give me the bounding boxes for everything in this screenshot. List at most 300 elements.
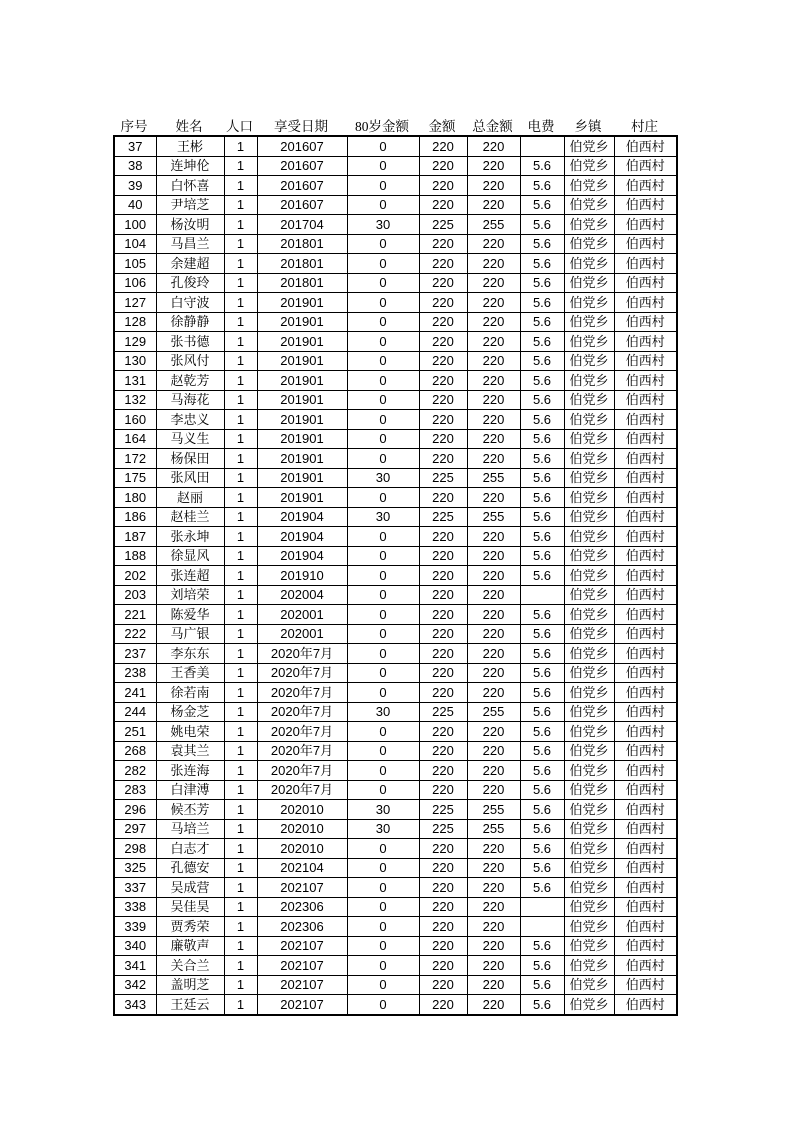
table-cell: 220 (467, 663, 520, 683)
table-cell: 1 (224, 273, 257, 293)
table-cell: 5.6 (520, 761, 564, 781)
table-cell: 202001 (257, 624, 347, 644)
table-cell: 220 (467, 488, 520, 508)
table-row (114, 527, 677, 547)
table-cell: 王香美 (156, 663, 224, 683)
table-cell: 5.6 (520, 429, 564, 449)
table-row (114, 897, 677, 917)
table-cell: 尹培芝 (156, 195, 224, 215)
table-cell: 伯党乡 (564, 234, 614, 254)
table-cell: 孔俊玲 (156, 273, 224, 293)
table-cell: 刘培荣 (156, 585, 224, 605)
table-cell: 0 (347, 644, 419, 664)
table-cell: 吴成营 (156, 878, 224, 898)
table-cell: 1 (224, 293, 257, 313)
table-cell: 0 (347, 605, 419, 625)
table-cell: 220 (419, 566, 467, 586)
column-header: 80岁金额 (355, 118, 409, 134)
table-cell: 伯西村 (614, 566, 677, 586)
table-cell: 225 (419, 819, 467, 839)
table-cell: 5.6 (520, 195, 564, 215)
table-cell: 220 (467, 332, 520, 352)
table-cell: 1 (224, 839, 257, 859)
table-cell: 伯党乡 (564, 878, 614, 898)
table-cell: 伯党乡 (564, 390, 614, 410)
table-cell: 221 (114, 605, 156, 625)
table-cell: 0 (347, 995, 419, 1015)
table-cell: 220 (419, 136, 467, 156)
table-cell: 220 (467, 975, 520, 995)
table-cell: 5.6 (520, 995, 564, 1015)
table-cell: 伯党乡 (564, 897, 614, 917)
table-cell: 325 (114, 858, 156, 878)
table-row (114, 605, 677, 625)
column-header: 金额 (428, 118, 456, 134)
table-cell: 伯西村 (614, 800, 677, 820)
table-cell: 201901 (257, 488, 347, 508)
table-cell: 伯党乡 (564, 136, 614, 156)
table-cell: 2020年7月 (257, 683, 347, 703)
table-cell: 0 (347, 585, 419, 605)
table-cell: 2020年7月 (257, 761, 347, 781)
table-cell: 伯西村 (614, 195, 677, 215)
table-cell: 201607 (257, 136, 347, 156)
table-cell: 伯党乡 (564, 722, 614, 742)
table-cell: 220 (467, 741, 520, 761)
table-cell: 201607 (257, 176, 347, 196)
table-cell: 30 (347, 468, 419, 488)
table-cell: 30 (347, 819, 419, 839)
table-cell: 201910 (257, 566, 347, 586)
table-cell: 241 (114, 683, 156, 703)
table-cell: 伯西村 (614, 702, 677, 722)
table-cell: 220 (419, 429, 467, 449)
table-cell: 220 (467, 390, 520, 410)
table-cell: 伯党乡 (564, 468, 614, 488)
table-cell: 220 (419, 897, 467, 917)
table-cell: 5.6 (520, 390, 564, 410)
table-cell: 1 (224, 234, 257, 254)
table-cell: 5.6 (520, 819, 564, 839)
table-cell: 伯西村 (614, 683, 677, 703)
table-cell: 202010 (257, 800, 347, 820)
table-cell: 220 (419, 956, 467, 976)
table-cell: 1 (224, 488, 257, 508)
table-row (114, 390, 677, 410)
table-cell: 282 (114, 761, 156, 781)
table-cell: 1 (224, 858, 257, 878)
table-cell: 马昌兰 (156, 234, 224, 254)
table-cell: 0 (347, 741, 419, 761)
table-cell: 伯西村 (614, 254, 677, 274)
table-cell: 201801 (257, 254, 347, 274)
table-cell: 伯党乡 (564, 702, 614, 722)
subsidy-table-sheet (113, 114, 676, 1016)
table-cell: 0 (347, 234, 419, 254)
table-row (114, 741, 677, 761)
table-cell: 伯西村 (614, 176, 677, 196)
table-cell: 37 (114, 136, 156, 156)
table-body (114, 136, 677, 1015)
table-cell: 5.6 (520, 663, 564, 683)
table-cell: 1 (224, 936, 257, 956)
table-cell: 202107 (257, 975, 347, 995)
table-cell: 339 (114, 917, 156, 937)
table-cell: 220 (419, 332, 467, 352)
table-cell: 伯党乡 (564, 273, 614, 293)
table-cell: 伯党乡 (564, 332, 614, 352)
table-cell: 伯西村 (614, 956, 677, 976)
table-cell: 39 (114, 176, 156, 196)
table-cell: 202107 (257, 956, 347, 976)
table-row (114, 683, 677, 703)
table-cell: 128 (114, 312, 156, 332)
table-cell: 251 (114, 722, 156, 742)
table-cell: 0 (347, 566, 419, 586)
table-cell: 廉敬声 (156, 936, 224, 956)
table-row (114, 975, 677, 995)
table-cell: 伯党乡 (564, 215, 614, 235)
table-row (114, 468, 677, 488)
table-row (114, 176, 677, 196)
table-cell: 220 (419, 312, 467, 332)
table-row (114, 234, 677, 254)
table-cell: 0 (347, 527, 419, 547)
table-cell: 5.6 (520, 488, 564, 508)
table-cell: 伯党乡 (564, 527, 614, 547)
table-row (114, 273, 677, 293)
table-cell: 伯西村 (614, 468, 677, 488)
table-cell: 伯西村 (614, 332, 677, 352)
table-cell: 1 (224, 136, 257, 156)
table-cell: 伯西村 (614, 156, 677, 176)
table-cell: 1 (224, 663, 257, 683)
table-cell: 伯西村 (614, 234, 677, 254)
table-cell: 220 (419, 254, 467, 274)
table-row (114, 878, 677, 898)
table-cell: 伯西村 (614, 546, 677, 566)
table-cell: 220 (419, 995, 467, 1015)
table-cell: 伯党乡 (564, 429, 614, 449)
table-row (114, 546, 677, 566)
table-row (114, 449, 677, 469)
table-cell: 220 (419, 936, 467, 956)
table-cell: 0 (347, 839, 419, 859)
table-cell: 5.6 (520, 644, 564, 664)
table-cell: 220 (419, 663, 467, 683)
table-cell: 5.6 (520, 312, 564, 332)
table-cell: 5.6 (520, 741, 564, 761)
table-cell: 张永坤 (156, 527, 224, 547)
table-cell: 343 (114, 995, 156, 1015)
table-row (114, 936, 677, 956)
table-cell: 伯西村 (614, 878, 677, 898)
column-header: 享受日期 (274, 118, 328, 134)
table-cell: 2020年7月 (257, 741, 347, 761)
table-cell: 0 (347, 273, 419, 293)
table-cell: 220 (467, 371, 520, 391)
table-cell: 伯西村 (614, 897, 677, 917)
table-cell: 1 (224, 215, 257, 235)
table-cell: 0 (347, 878, 419, 898)
column-header: 人口 (226, 118, 253, 134)
table-cell: 255 (467, 819, 520, 839)
table-cell: 1 (224, 975, 257, 995)
table-cell: 202107 (257, 936, 347, 956)
table-cell: 220 (467, 410, 520, 430)
table-cell: 1 (224, 683, 257, 703)
table-cell: 1 (224, 566, 257, 586)
table-row (114, 195, 677, 215)
table-cell: 255 (467, 507, 520, 527)
table-cell: 201901 (257, 312, 347, 332)
table-cell: 220 (467, 351, 520, 371)
table-cell: 238 (114, 663, 156, 683)
column-header: 电费 (527, 118, 555, 134)
table-cell: 伯党乡 (564, 156, 614, 176)
table-row (114, 293, 677, 313)
table-cell: 100 (114, 215, 156, 235)
table-cell: 1 (224, 527, 257, 547)
table-cell: 225 (419, 215, 467, 235)
table-cell: 220 (467, 878, 520, 898)
table-cell: 伯党乡 (564, 410, 614, 430)
table-cell: 马义生 (156, 429, 224, 449)
table-cell: 5.6 (520, 371, 564, 391)
table-cell: 186 (114, 507, 156, 527)
table-cell: 伯西村 (614, 371, 677, 391)
table-cell: 175 (114, 468, 156, 488)
table-cell: 337 (114, 878, 156, 898)
table-cell: 伯党乡 (564, 605, 614, 625)
table-cell: 220 (419, 410, 467, 430)
table-cell: 5.6 (520, 722, 564, 742)
table-row (114, 566, 677, 586)
table-cell: 伯党乡 (564, 956, 614, 976)
table-cell: 220 (467, 683, 520, 703)
table-cell: 30 (347, 702, 419, 722)
table-cell: 杨保田 (156, 449, 224, 469)
table-cell: 201904 (257, 527, 347, 547)
table-cell: 赵桂兰 (156, 507, 224, 527)
table-cell: 5.6 (520, 936, 564, 956)
table-cell: 220 (419, 371, 467, 391)
table-cell: 5.6 (520, 234, 564, 254)
table-cell: 伯党乡 (564, 488, 614, 508)
table-cell: 40 (114, 195, 156, 215)
table-cell: 伯西村 (614, 429, 677, 449)
table-cell: 伯党乡 (564, 507, 614, 527)
table-cell: 盖明芝 (156, 975, 224, 995)
table-cell: 220 (419, 449, 467, 469)
table-cell: 1 (224, 780, 257, 800)
table-cell: 5.6 (520, 780, 564, 800)
table-cell: 0 (347, 936, 419, 956)
table-cell: 伯西村 (614, 390, 677, 410)
table-cell: 1 (224, 254, 257, 274)
table-cell: 孔德安 (156, 858, 224, 878)
table-cell: 225 (419, 800, 467, 820)
table-cell: 220 (467, 858, 520, 878)
table-cell: 237 (114, 644, 156, 664)
table-cell: 220 (467, 156, 520, 176)
table-row (114, 644, 677, 664)
table-cell: 220 (419, 488, 467, 508)
table-cell: 220 (419, 917, 467, 937)
table-cell: 0 (347, 332, 419, 352)
table-cell: 5.6 (520, 858, 564, 878)
table-cell: 马海花 (156, 390, 224, 410)
table-cell: 220 (419, 644, 467, 664)
table-cell: 201904 (257, 546, 347, 566)
table-cell: 225 (419, 507, 467, 527)
table-cell: 张风付 (156, 351, 224, 371)
table-cell: 1 (224, 644, 257, 664)
table-cell: 伯党乡 (564, 312, 614, 332)
column-header: 序号 (120, 118, 148, 134)
table-row (114, 624, 677, 644)
table-cell: 白守波 (156, 293, 224, 313)
table-cell: 201801 (257, 234, 347, 254)
table-cell: 伯党乡 (564, 858, 614, 878)
table-cell: 201901 (257, 371, 347, 391)
table-cell: 38 (114, 156, 156, 176)
table-cell: 5.6 (520, 605, 564, 625)
table-cell: 5.6 (520, 566, 564, 586)
table-cell: 5.6 (520, 468, 564, 488)
table-cell: 201901 (257, 410, 347, 430)
table-cell: 王彬 (156, 136, 224, 156)
table-cell: 伯党乡 (564, 839, 614, 859)
table-cell: 172 (114, 449, 156, 469)
table-cell: 伯党乡 (564, 371, 614, 391)
table-cell: 220 (419, 527, 467, 547)
table-cell: 王廷云 (156, 995, 224, 1015)
table-cell: 342 (114, 975, 156, 995)
table-cell: 张书德 (156, 332, 224, 352)
table-cell: 伯党乡 (564, 975, 614, 995)
table-cell: 伯西村 (614, 527, 677, 547)
table-cell: 220 (419, 195, 467, 215)
table-cell: 220 (419, 293, 467, 313)
table-cell: 220 (467, 956, 520, 976)
table-cell: 0 (347, 429, 419, 449)
table-cell: 1 (224, 741, 257, 761)
table-cell: 徐静静 (156, 312, 224, 332)
table-cell: 220 (467, 546, 520, 566)
table-cell: 30 (347, 800, 419, 820)
table-cell: 202010 (257, 839, 347, 859)
table-cell: 贾秀荣 (156, 917, 224, 937)
table-cell: 0 (347, 136, 419, 156)
table-cell: 0 (347, 312, 419, 332)
table-cell: 马广银 (156, 624, 224, 644)
table-cell: 伯西村 (614, 722, 677, 742)
table-cell: 1 (224, 449, 257, 469)
table-cell: 220 (467, 761, 520, 781)
table-cell: 伯西村 (614, 663, 677, 683)
table-cell: 吴佳昊 (156, 897, 224, 917)
table-cell: 220 (467, 136, 520, 156)
table-cell: 5.6 (520, 156, 564, 176)
column-header: 姓名 (175, 118, 203, 134)
table-cell: 220 (467, 897, 520, 917)
table-cell: 1 (224, 371, 257, 391)
subsidy-table (113, 135, 678, 1016)
table-cell: 伯西村 (614, 293, 677, 313)
table-row (114, 254, 677, 274)
table-cell: 296 (114, 800, 156, 820)
column-header: 村庄 (631, 118, 658, 134)
table-cell: 255 (467, 468, 520, 488)
table-cell: 0 (347, 351, 419, 371)
table-cell: 220 (467, 293, 520, 313)
table-cell: 5.6 (520, 410, 564, 430)
table-cell: 1 (224, 176, 257, 196)
column-header: 乡镇 (574, 118, 602, 134)
table-cell: 0 (347, 449, 419, 469)
table-cell: 5.6 (520, 839, 564, 859)
table-cell: 5.6 (520, 527, 564, 547)
table-cell: 伯党乡 (564, 254, 614, 274)
table-cell: 202004 (257, 585, 347, 605)
table-cell: 30 (347, 215, 419, 235)
table-cell: 255 (467, 215, 520, 235)
table-cell: 1 (224, 722, 257, 742)
table-cell: 5.6 (520, 956, 564, 976)
table-row (114, 332, 677, 352)
table-cell: 5.6 (520, 449, 564, 469)
table-cell: 220 (419, 761, 467, 781)
table-cell: 徐若南 (156, 683, 224, 703)
table-row (114, 800, 677, 820)
table-cell: 5.6 (520, 878, 564, 898)
table-cell: 338 (114, 897, 156, 917)
table-cell: 0 (347, 371, 419, 391)
table-cell: 伯西村 (614, 136, 677, 156)
table-cell: 伯西村 (614, 215, 677, 235)
table-cell: 伯西村 (614, 780, 677, 800)
table-cell: 201704 (257, 215, 347, 235)
table-cell: 5.6 (520, 215, 564, 235)
table-cell: 1 (224, 624, 257, 644)
table-cell: 0 (347, 975, 419, 995)
table-row (114, 956, 677, 976)
table-cell: 220 (419, 624, 467, 644)
table-header-row (113, 114, 676, 135)
table-cell: 202010 (257, 819, 347, 839)
table-cell: 1 (224, 156, 257, 176)
table-cell: 2020年7月 (257, 644, 347, 664)
table-cell: 1 (224, 995, 257, 1015)
table-cell: 220 (419, 878, 467, 898)
table-cell: 伯西村 (614, 975, 677, 995)
table-cell: 5.6 (520, 332, 564, 352)
table-row (114, 585, 677, 605)
table-cell: 姚电荣 (156, 722, 224, 742)
table-cell: 220 (467, 839, 520, 859)
table-cell: 伯西村 (614, 936, 677, 956)
table-cell: 201901 (257, 390, 347, 410)
table-cell: 伯党乡 (564, 644, 614, 664)
table-cell: 伯西村 (614, 995, 677, 1015)
table-row (114, 761, 677, 781)
table-cell: 伯西村 (614, 819, 677, 839)
table-cell: 杨汝明 (156, 215, 224, 235)
table-cell: 129 (114, 332, 156, 352)
table-cell: 伯党乡 (564, 683, 614, 703)
table-cell: 201901 (257, 449, 347, 469)
